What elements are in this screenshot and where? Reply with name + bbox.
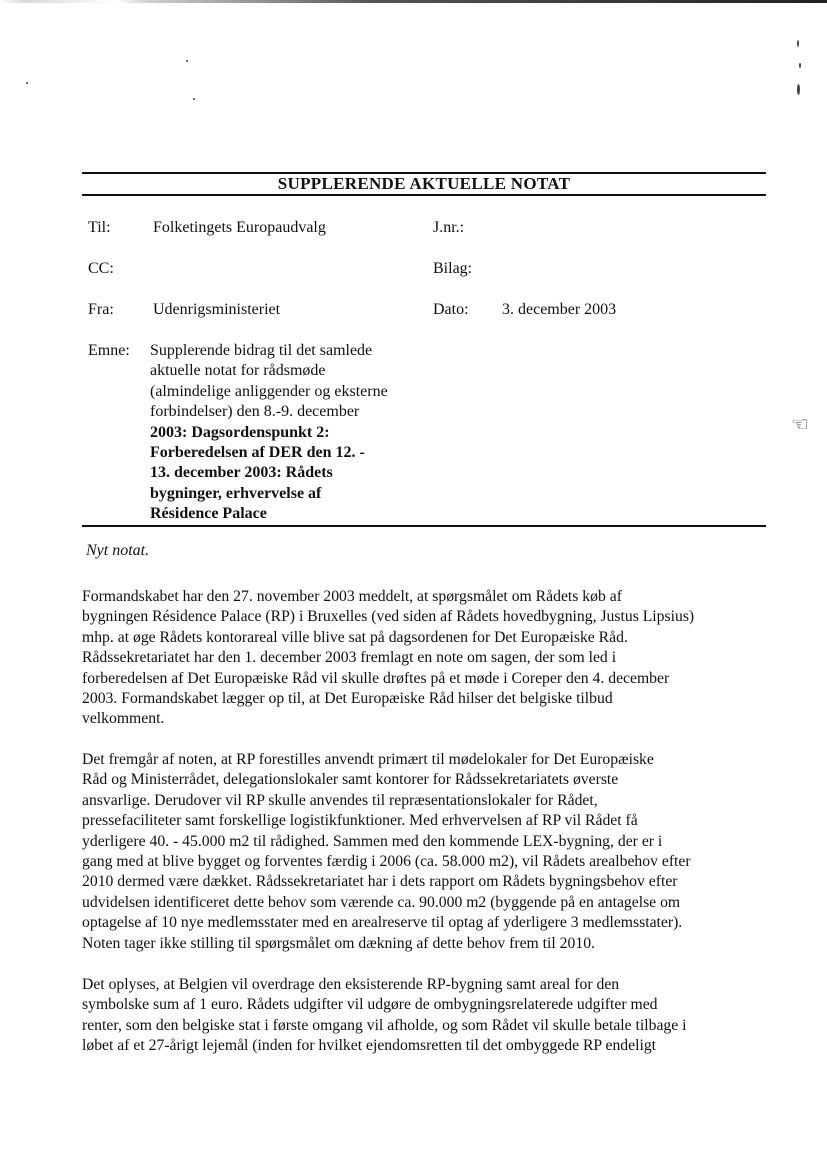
text-line: Det fremgår af noten, at RP forestilles anvendt primært til mødelokaler for Det Europæiske	[82, 751, 654, 768]
til-label: Til:	[88, 219, 111, 236]
text-line: 2010 dermed være dækket. Rådssekretariatet har i dets rapport om Rådets bygningsbehov efter	[82, 873, 678, 891]
emne-value	[150, 341, 420, 525]
text-line: bygningen Résidence Palace (RP) i Bruxelles (ved siden af Rådets hovedbygning, Justus Lipsius)	[82, 608, 695, 626]
dato-value: 3. december 2003	[502, 301, 617, 318]
text-line: symbolske sum af 1 euro. Rådets udgifter vil udgøre de ombygningsrelaterede udgifter med	[82, 996, 658, 1014]
emne-line-bold: Résidence Palace	[150, 505, 267, 523]
emne-line: forbindelser) den 8.-9. december	[150, 403, 360, 421]
emne-line: (almindelige anliggender og eksterne	[150, 382, 388, 400]
text-line: løbet af et 27-årigt lejemål (inden for hvilket ejendomsretten til det ombyggede RP endeligt	[82, 1037, 657, 1055]
text-line: Råd og Ministerrådet, delegationslokaler samt kontorer for Rådssekretariatets øverste	[82, 771, 619, 789]
paragraph-3	[82, 975, 766, 1057]
document-title: SUPPLERENDE AKTUELLE NOTAT	[277, 174, 571, 193]
text-line: renter, som den belgiske stat i første omgang vil afholde, og som Rådet vil skulle betale tilbage i	[82, 1016, 687, 1034]
text-line: ansvarlige. Derudover vil RP skulle anvendes til repræsentationslokaler for Rådet,	[82, 791, 598, 809]
text-line: mhp. at øge Rådets kontorareal ville blive sat på dagsordenen for Det Europæiske Råd.	[82, 628, 628, 646]
emne-line-bold: bygninger, erhvervelse af	[150, 484, 322, 502]
jnr-label: J.nr.:	[433, 219, 465, 236]
bilag-label: Bilag:	[433, 260, 473, 277]
margin-mark-arrow: ☜	[791, 414, 809, 436]
text-line: velkomment.	[82, 710, 165, 728]
emne-line: Supplerende bidrag til det samlede	[150, 342, 373, 359]
title-rule-bottom	[82, 194, 766, 196]
emne-line-bold: Forberedelsen af DER den 12. -	[150, 444, 365, 462]
emne-line: aktuelle notat for rådsmøde	[150, 362, 326, 380]
header-rule-bottom	[82, 525, 766, 527]
nyt-notat-label: Nyt notat.	[86, 542, 150, 559]
emne-label: Emne:	[88, 342, 130, 359]
text-line: forberedelsen af Det Europæiske Råd vil skulle drøftes på et møde i Coreper den 4. december	[82, 669, 670, 687]
emne-line-bold: 2003: Dagsordenspunkt 2:	[150, 423, 330, 441]
til-value: Folketingets Europaudvalg	[153, 219, 326, 236]
text-line: 2003. Formandskabet lægger op til, at Det Europæiske Råd hilser det belgiske tilbud	[82, 690, 613, 708]
text-line: Rådssekretariatet har den 1. december 2003 fremlagt en note om sagen, der som led i	[82, 649, 617, 667]
paragraph-2	[82, 750, 766, 954]
text-line: Formandskabet har den 27. november 2003 meddelt, at spørgsmålet om Rådets køb af	[82, 588, 622, 605]
fra-label: Fra:	[88, 301, 114, 318]
dato-label: Dato:	[433, 301, 469, 318]
cc-label: CC:	[88, 260, 114, 277]
text-line: yderligere 40. - 45.000 m2 til rådighed. Sammen med den kommende LEX-bygning, der er i	[82, 832, 663, 850]
text-line: udvidelsen identificeret dette behov som værende ca. 90.000 m2 (byggende på en antagelse om	[82, 893, 681, 911]
text-line: Noten tager ikke stilling til spørgsmålet om dækning af dette behov frem til 2010.	[82, 934, 595, 952]
fra-value: Udenrigsministeriet	[153, 301, 281, 318]
text-line: optagelse af 10 nye medlemsstater med en arealreserve til optag af yderligere 3 medlemsstater).	[82, 914, 683, 932]
text-line: pressefaciliteter samt forskellige logistikfunktioner. Med erhvervelsen af RP vil Rådet få	[82, 812, 638, 830]
text-line: gang med at blive bygget og forventes færdig i 2006 (ca. 58.000 m2), vil Rådets arealbehov efter	[82, 853, 691, 871]
scan-edge	[0, 0, 827, 3]
emne-line-bold: 13. december 2003: Rådets	[150, 464, 333, 482]
text-line: Det oplyses, at Belgien vil overdrage den eksisterende RP-bygning samt areal for den	[82, 976, 620, 993]
paragraph-1	[82, 587, 766, 730]
